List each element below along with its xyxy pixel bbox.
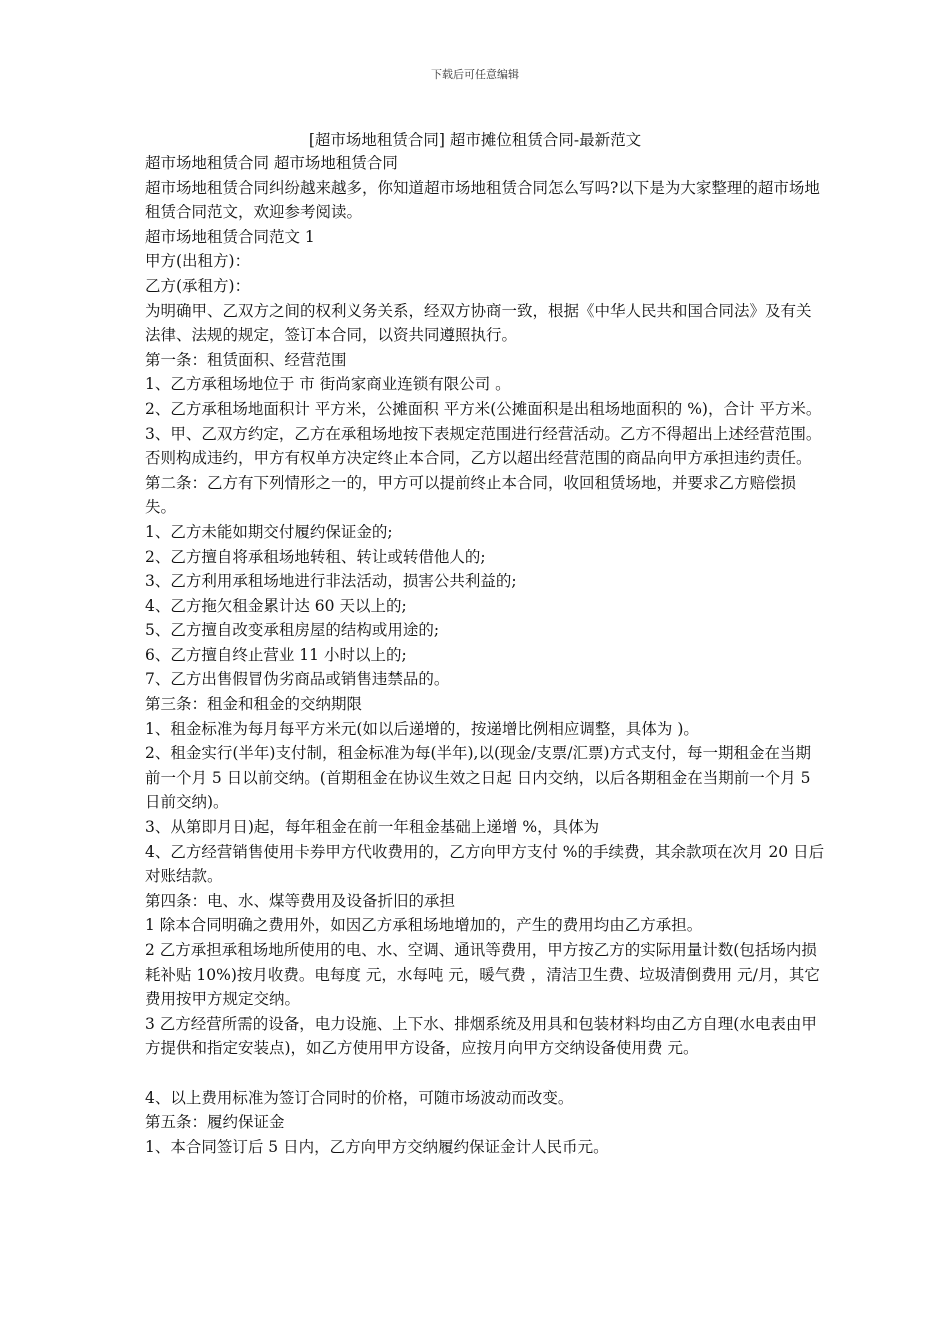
paragraph: 乙方(承租方)： [145, 276, 251, 295]
paragraph: 7、乙方出售假冒伪劣商品或销售违禁品的。 [145, 670, 450, 689]
document-title: [超市场地租赁合同] 超市摊位租赁合同-最新范文 [308, 131, 642, 149]
paragraph: 2、租金实行(半年)支付制，租金标准为每(半年),以(现金/支票/汇票)方式支付，每一期租金在当期前一个月 5 日以前交纳。(首期租金在协议生效之日起 日内交纳，以后各期租金在当期前一个月 5 日前交纳)。 [145, 744, 812, 812]
paragraph: 2、乙方承租场地面积计 平方米，公摊面积 平方米(公摊面积是出租场地面积的 %)，合计 平方米。 [145, 399, 822, 418]
paragraph: 为明确甲、乙双方之间的权利义务关系，经双方协商一致，根据《中华人民共和国合同法》及有关法律、法规的规定，签订本合同，以资共同遵照执行。 [145, 301, 812, 345]
paragraph: 第三条：租金和租金的交纳期限 [145, 695, 363, 714]
paragraph: 超市场地租赁合同 超市场地租赁合同 [145, 154, 398, 172]
paragraph: 超市场地租赁合同纠纷越来越多，你知道超市场地租赁合同怎么写吗?以下是为大家整理的超市场地租赁合同范文，欢迎参考阅读。 [145, 178, 820, 222]
paragraph [145, 1061, 825, 1086]
paragraph: 2、乙方擅自将承租场地转租、转让或转借他人的; [145, 547, 486, 566]
paragraph: 6、乙方擅自终止营业 11 小时以上的; [145, 645, 407, 664]
paragraph: 4、乙方经营销售使用卡券甲方代收费用的，乙方向甲方支付 %的手续费，其余款项在次月 20 日后对账结款。 [145, 842, 825, 886]
paragraph: 5、乙方擅自改变承租房屋的结构或用途的; [145, 621, 440, 640]
paragraph: 2 乙方承担承租场地所使用的电、水、空调、通讯等费用，甲方按乙方的实际用量计数(包括场内损耗补贴 10%)按月收费。电每度 元，水每吨 元，暖气费 ，清洁卫生费、垃圾清倒费用 元/月，其它费用按甲方规定交纳。 [145, 941, 820, 1009]
paragraph: 甲方(出租方)： [145, 252, 251, 271]
paragraph: 1、乙方承租场地位于 市 街尚家商业连锁有限公司 。 [145, 375, 511, 394]
paragraph: 1 除本合同明确之费用外，如因乙方承租场地增加的，产生的费用均由乙方承担。 [145, 916, 703, 935]
paragraph: 3、乙方利用承租场地进行非法活动，损害公共利益的; [145, 572, 517, 591]
header-note: 下载后可任意编辑 [431, 68, 519, 81]
document-body [145, 151, 825, 1159]
paragraph: 第四条：电、水、煤等费用及设备折旧的承担 [145, 891, 456, 910]
paragraph: 1、租金标准为每月每平方米元(如以后递增的，按递增比例相应调整，具体为 )。 [145, 719, 699, 738]
paragraph: 1、乙方未能如期交付履约保证金的; [145, 522, 393, 541]
paragraph: 4、以上费用标准为签订合同时的价格，可随市场波动而改变。 [145, 1088, 574, 1107]
paragraph: 3、甲、乙双方约定，乙方在承租场地按下表规定范围进行经营活动。乙方不得超出上述经营范围。否则构成违约，甲方有权单方决定终止本合同，乙方以超出经营范围的商品向甲方承担违约责任。 [145, 424, 822, 468]
paragraph: 3 乙方经营所需的设备，电力设施、上下水、排烟系统及用具和包装材料均由乙方自理(水电表由甲方提供和指定安装点)，如乙方使用甲方设备，应按月向甲方交纳设备使用费 元。 [145, 1014, 817, 1058]
paragraph: 3、从第即月日)起，每年租金在前一年租金基础上递增 %，具体为 [145, 818, 600, 837]
paragraph: 超市场地租赁合同范文 1 [145, 227, 315, 246]
paragraph: 1、本合同签订后 5 日内，乙方向甲方交纳履约保证金计人民币元。 [145, 1137, 609, 1156]
paragraph: 第五条：履约保证金 [145, 1113, 285, 1132]
paragraph: 第一条：租赁面积、经营范围 [145, 350, 347, 369]
paragraph: 第二条：乙方有下列情形之一的，甲方可以提前终止本合同，收回租赁场地，并要求乙方赔偿损失。 [145, 473, 797, 517]
paragraph: 4、乙方拖欠租金累计达 60 天以上的; [145, 596, 407, 615]
